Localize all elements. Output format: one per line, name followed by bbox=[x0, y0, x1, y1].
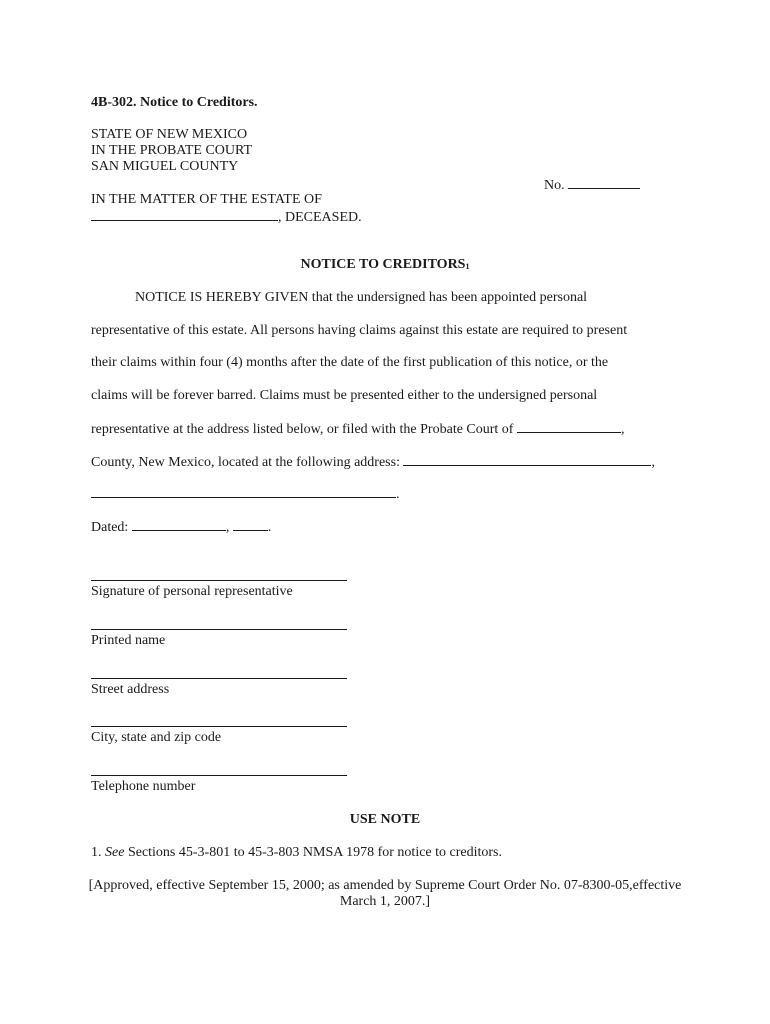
telephone-label: Telephone number bbox=[91, 779, 196, 794]
year-field[interactable] bbox=[233, 518, 268, 531]
body-line-5: representative at the address listed below, or filed with the Probate Court of , bbox=[91, 422, 625, 437]
printed-name-line[interactable] bbox=[91, 629, 347, 630]
footnote-marker: 1 bbox=[465, 262, 470, 271]
signature-label: Signature of personal representative bbox=[91, 584, 293, 599]
telephone-line[interactable] bbox=[91, 775, 347, 776]
city-state-zip-label: City, state and zip code bbox=[91, 730, 222, 745]
printed-name-label: Printed name bbox=[91, 633, 166, 648]
court-address-continued-field[interactable] bbox=[91, 485, 396, 498]
street-address-line[interactable] bbox=[91, 678, 347, 679]
dated-line: Dated: , . bbox=[91, 520, 272, 535]
use-note-number: 1. bbox=[91, 845, 102, 860]
court-county: SAN MIGUEL COUNTY bbox=[91, 159, 239, 174]
matter-line: IN THE MATTER OF THE ESTATE OF bbox=[91, 192, 322, 207]
use-note-item bbox=[91, 845, 502, 861]
court-name: IN THE PROBATE COURT bbox=[91, 143, 253, 158]
city-state-zip-line[interactable] bbox=[91, 726, 347, 727]
case-number-label: No. bbox=[544, 178, 565, 193]
case-number bbox=[544, 176, 640, 194]
body-line-1: NOTICE IS HEREBY GIVEN that the undersigned has been appointed personal bbox=[135, 290, 588, 305]
body-line-4: claims will be forever barred. Claims must be presented either to the undersigned personal bbox=[91, 388, 598, 403]
form-title: 4B-302. Notice to Creditors. bbox=[91, 95, 258, 110]
probate-court-county-field[interactable] bbox=[517, 420, 621, 433]
decedent-line bbox=[91, 208, 362, 226]
use-note-heading: USE NOTE bbox=[349, 812, 421, 827]
body-line-6: County, New Mexico, located at the following address: , bbox=[91, 455, 655, 470]
body-line-3: their claims within four (4) months after the date of the first publication of this notice, or the bbox=[91, 355, 609, 370]
notice-heading: NOTICE TO CREDITORS1 bbox=[300, 257, 470, 272]
use-note-see: See bbox=[105, 845, 125, 860]
approval-line-2: March 1, 2007.] bbox=[339, 894, 431, 909]
body-line-2: representative of this estate. All persons having claims against this estate are required to present bbox=[91, 323, 628, 338]
court-address-field[interactable] bbox=[403, 453, 651, 466]
case-number-field[interactable] bbox=[568, 176, 640, 189]
date-field[interactable] bbox=[132, 518, 226, 531]
deceased-suffix: , DECEASED. bbox=[278, 210, 362, 225]
use-note-text: Sections 45-3-801 to 45-3-803 NMSA 1978 for notice to creditors. bbox=[127, 845, 502, 860]
dated-label: Dated: bbox=[91, 520, 129, 535]
body-line-7: . bbox=[91, 485, 400, 503]
signature-line[interactable] bbox=[91, 580, 347, 581]
street-address-label: Street address bbox=[91, 682, 170, 697]
court-state: STATE OF NEW MEXICO bbox=[91, 127, 248, 142]
decedent-name-field[interactable] bbox=[91, 208, 278, 221]
approval-line-1: [Approved, effective September 15, 2000; as amended by Supreme Court Order No. 07-8300-05,effective bbox=[88, 878, 682, 893]
